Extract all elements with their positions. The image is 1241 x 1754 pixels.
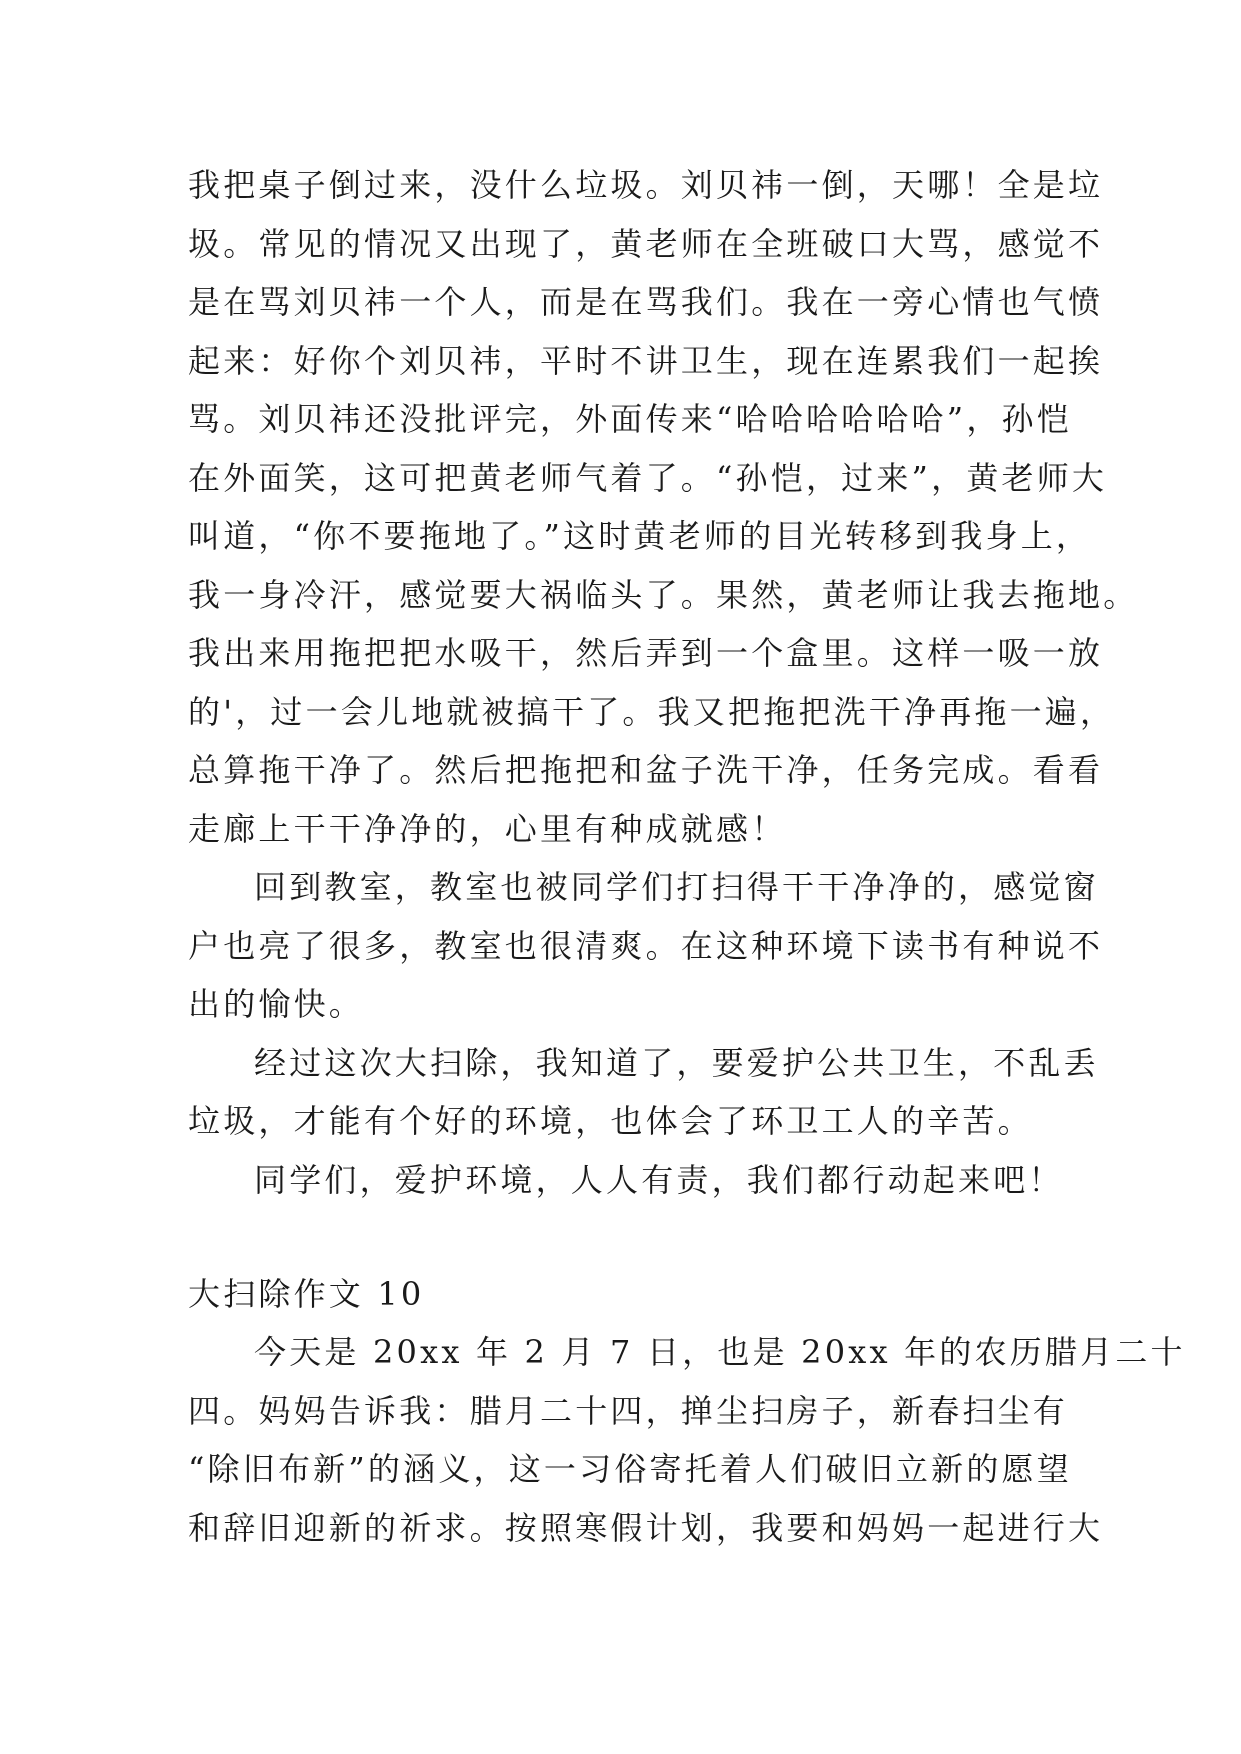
text-line: 起来：好你个刘贝祎，平时不讲卫生，现在连累我们一起挨 <box>188 341 1104 380</box>
paragraph-start-line: 同学们，爱护环境，人人有责，我们都行动起来吧！ <box>254 1160 1064 1199</box>
text-line: 我把桌子倒过来，没什么垃圾。刘贝祎一倒，天哪！全是垃 <box>188 166 1104 204</box>
text-line: 圾。常见的情况又出现了，黄老师在全班破口大骂，感觉不 <box>188 224 1104 263</box>
text-line: 垃圾，才能有个好的环境，也体会了环卫工人的辛苦。 <box>188 1102 1033 1140</box>
text-line: 户也亮了很多，教室也很清爽。在这种环境下读书有种说不 <box>188 926 1104 965</box>
text-line: 骂。刘贝祎还没批评完，外面传来“哈哈哈哈哈哈”，孙恺 <box>188 400 1072 438</box>
text-line: 我一身冷汗，感觉要大祸临头了。果然，黄老师让我去拖地。 <box>188 575 1139 614</box>
section-heading: 大扫除作文 10 <box>188 1275 425 1313</box>
text-line: 出的愉快。 <box>188 985 365 1023</box>
text-line: 和辞旧迎新的祈求。按照寒假计划，我要和妈妈一起进行大 <box>188 1508 1104 1547</box>
text-line: 总算拖干净了。然后把拖把和盆子洗干净，任务完成。看看 <box>188 751 1104 789</box>
paragraph-start-line: 经过这次大扫除，我知道了，要爱护公共卫生，不乱丢 <box>254 1043 1099 1082</box>
text-line: 是在骂刘贝祎一个人，而是在骂我们。我在一旁心情也气愤 <box>188 283 1104 321</box>
text-line: 的'，过一会儿地就被搞干了。我又把拖把洗干净再拖一遍， <box>188 692 1116 731</box>
essay-body-part2 <box>188 1323 1186 1557</box>
text-line: 在外面笑，这可把黄老师气着了。“孙恺，过来”，黄老师大 <box>188 458 1108 497</box>
essay-body-part1 <box>188 156 1139 1209</box>
text-line: “除旧布新”的涵义，这一习俗寄托着人们破旧立新的愿望 <box>188 1450 1072 1488</box>
paragraph-start-line: 今天是 20xx 年 2 月 7 日，也是 20xx 年的农历腊月二十 <box>254 1333 1186 1371</box>
paragraph-start-line: 回到教室，教室也被同学们打扫得干干净净的，感觉窗 <box>254 868 1099 906</box>
text-line: 我出来用拖把把水吸干，然后弄到一个盒里。这样一吸一放 <box>188 634 1104 672</box>
text-line: 四。妈妈告诉我：腊月二十四，掸尘扫房子，新春扫尘有 <box>188 1391 1069 1430</box>
text-line: 叫道，“你不要拖地了。”这时黄老师的目光转移到我身上， <box>188 517 1092 555</box>
text-line: 走廊上干干净净的，心里有种成就感！ <box>188 809 787 848</box>
